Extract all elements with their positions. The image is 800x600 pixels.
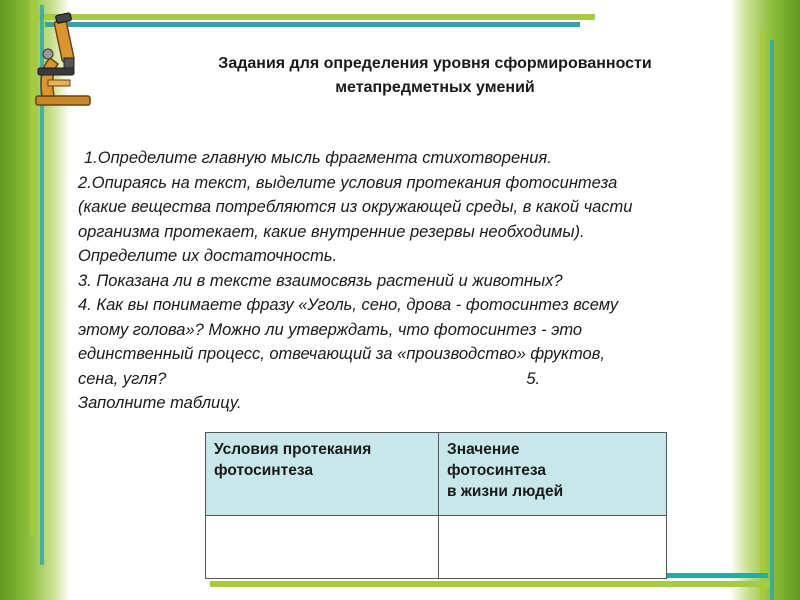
task-1: 1.Определите главную мысль фрагмента стихотворения. [84, 149, 552, 167]
header-cell-line: Условия протекания [214, 441, 372, 458]
header-cell-line: фотосинтеза [447, 462, 546, 479]
table-cell-empty[interactable] [206, 516, 439, 579]
right-vertical-teal-bar [770, 40, 774, 600]
task-2-line-3: организма протекает, какие внутренние резервы необходимы). [78, 222, 585, 241]
task-4-line-1: 4. Как вы понимаете фразу «Уголь, сено, дрова - фотосинтез всему [78, 296, 619, 314]
task-4-line-3: единственный процесс, отвечающий за «производство» фруктов, [78, 345, 605, 363]
header-cell-line: Значение [447, 441, 520, 458]
task-5: Заполните таблицу. [78, 394, 242, 412]
task-list [78, 146, 748, 416]
task-3: 3. Показана ли в тексте взаимосвязь растений и животных? [78, 271, 563, 290]
task-4-line-2: этому голова»? Можно ли утверждать, что фотосинтез - это [78, 320, 583, 339]
bottom-green-bar [210, 581, 770, 587]
task-2-line-1: 2.Опираясь на текст, выделите условия протекания фотосинтеза [78, 173, 618, 192]
task-5-number: 5. [526, 369, 541, 388]
task-2-line-2: (какие вещества потребляются из окружающей среды, в какой части [78, 198, 633, 216]
header-cell-line: в жизни людей [447, 483, 564, 500]
task-4-end: сена, угля? [78, 369, 167, 388]
table-header-row [206, 433, 667, 516]
page-title [100, 52, 770, 100]
title-line-2: метапредметных умений [335, 79, 535, 96]
task-2-line-4: Определите их достаточность. [78, 247, 338, 265]
right-vertical-bar [760, 30, 765, 600]
table-header-conditions [206, 433, 439, 516]
table-header-significance [439, 433, 667, 516]
title-line-1: Задания для определения уровня сформированности [218, 55, 652, 72]
microscope-icon [28, 10, 98, 110]
fill-in-table [205, 432, 667, 579]
top-green-bar [30, 14, 595, 20]
table-cell-empty[interactable] [439, 516, 667, 579]
header-cell-line: фотосинтеза [214, 462, 313, 479]
task-4-line-4 [78, 367, 748, 392]
top-teal-bar [45, 22, 580, 27]
table-row [206, 516, 667, 579]
